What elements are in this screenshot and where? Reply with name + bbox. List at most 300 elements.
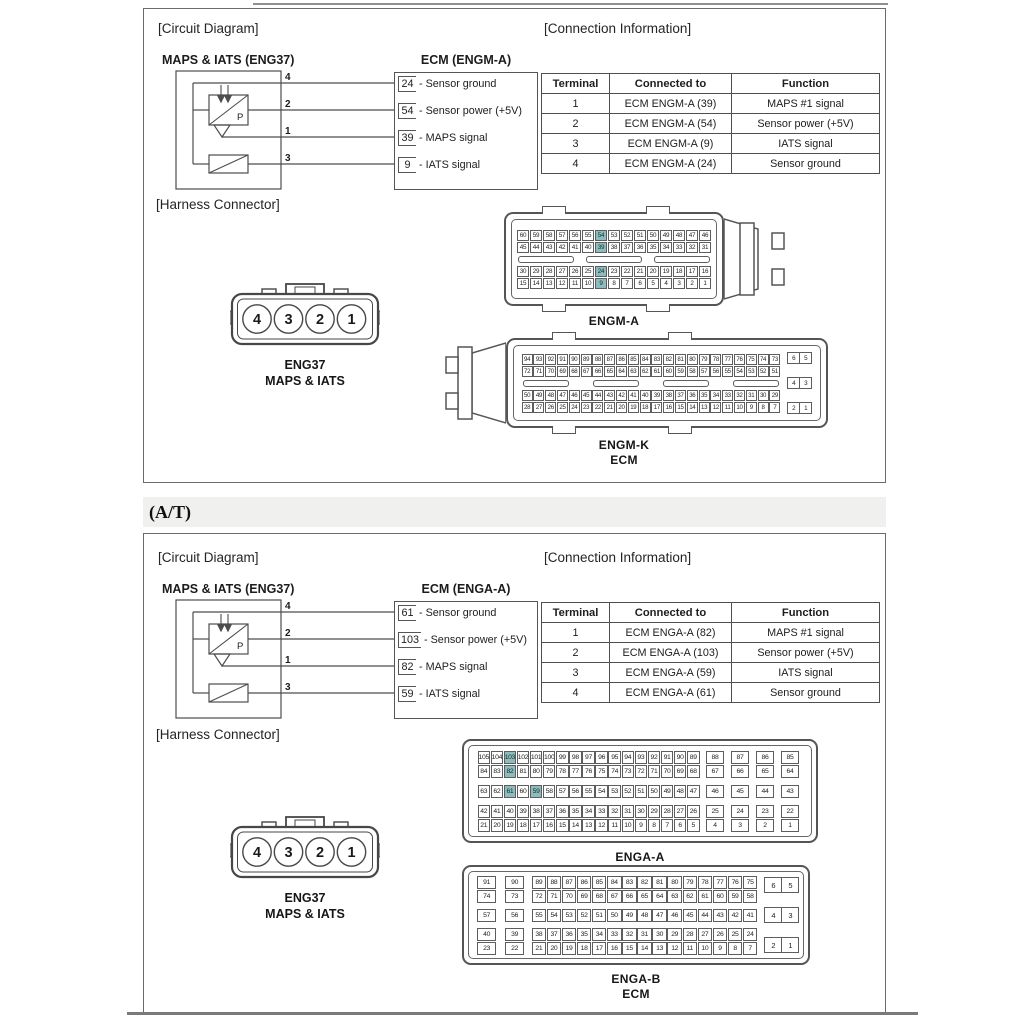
pin-65: 65 bbox=[604, 366, 615, 377]
pin-40: 40 bbox=[504, 805, 517, 818]
pin-59: 59 bbox=[675, 366, 686, 377]
pin-15: 15 bbox=[675, 402, 686, 413]
pin-94: 94 bbox=[622, 751, 635, 764]
pin-72: 72 bbox=[635, 765, 648, 778]
pin-85: 85 bbox=[628, 354, 639, 365]
pin-30: 30 bbox=[652, 928, 667, 941]
pin-17: 17 bbox=[651, 402, 662, 413]
ecm-pin-row bbox=[398, 632, 527, 648]
circuit-diagram-label: [Circuit Diagram] bbox=[158, 550, 259, 565]
pin-29: 29 bbox=[648, 805, 661, 818]
ecm-pin-row bbox=[398, 659, 487, 675]
connection-information-label: [Connection Information] bbox=[544, 21, 692, 36]
pin-71: 71 bbox=[547, 890, 562, 903]
pin-39: 39 bbox=[517, 805, 530, 818]
sensor-pin-1: 1 bbox=[285, 126, 291, 137]
pin-34: 34 bbox=[660, 242, 672, 253]
pin-10: 10 bbox=[622, 819, 635, 832]
table-header: Function bbox=[732, 74, 880, 94]
pin-68: 68 bbox=[569, 366, 580, 377]
mount-tab bbox=[646, 304, 670, 312]
pin-31: 31 bbox=[637, 928, 652, 941]
table-cell: ECM ENGA-A (82) bbox=[610, 623, 732, 643]
pin-66: 66 bbox=[622, 890, 637, 903]
pin-87: 87 bbox=[731, 751, 749, 764]
pin-row bbox=[517, 266, 711, 277]
mount-tab bbox=[542, 304, 566, 312]
pin-35: 35 bbox=[647, 242, 659, 253]
pin-74: 74 bbox=[477, 890, 496, 903]
table-cell: 4 bbox=[542, 154, 610, 174]
pin-15: 15 bbox=[517, 278, 529, 289]
pin-44: 44 bbox=[756, 785, 774, 798]
pin-30: 30 bbox=[758, 390, 769, 401]
pin-12: 12 bbox=[595, 819, 608, 832]
pin-55: 55 bbox=[582, 230, 594, 241]
pin-53: 53 bbox=[608, 785, 621, 798]
table-cell: 2 bbox=[542, 643, 610, 663]
pin-62: 62 bbox=[491, 785, 504, 798]
connector-body bbox=[504, 212, 724, 306]
eng37-connector-drawing bbox=[230, 281, 380, 347]
pin-49: 49 bbox=[660, 230, 672, 241]
pin-24: 24 bbox=[595, 266, 607, 277]
harness-connector-eng37 bbox=[230, 814, 380, 922]
pin-93: 93 bbox=[635, 751, 648, 764]
pin-38: 38 bbox=[663, 390, 674, 401]
pin-14: 14 bbox=[569, 819, 582, 832]
pin-70: 70 bbox=[661, 765, 674, 778]
pin-46: 46 bbox=[706, 785, 724, 798]
pin-19: 19 bbox=[562, 942, 577, 955]
pin-3: 3 bbox=[799, 377, 812, 389]
pin-row bbox=[517, 230, 711, 241]
pin-94: 94 bbox=[522, 354, 533, 365]
pin-87: 87 bbox=[562, 876, 577, 889]
pin-31: 31 bbox=[699, 242, 711, 253]
sensor-pin-2: 2 bbox=[285, 99, 291, 110]
connector-label: ENGA-A bbox=[615, 850, 665, 864]
pin-78: 78 bbox=[710, 354, 721, 365]
pin-63: 63 bbox=[628, 366, 639, 377]
pin-1: 1 bbox=[699, 278, 711, 289]
pin-8: 8 bbox=[608, 278, 620, 289]
pin-86: 86 bbox=[577, 876, 592, 889]
pin-22: 22 bbox=[505, 942, 524, 955]
pin-18: 18 bbox=[673, 266, 685, 277]
pin-52: 52 bbox=[621, 230, 633, 241]
table-cell: ECM ENGM-A (54) bbox=[610, 114, 732, 134]
pin-33: 33 bbox=[607, 928, 622, 941]
ecm-pin-number: 24 bbox=[398, 76, 416, 92]
pin-90: 90 bbox=[505, 876, 524, 889]
pin-45: 45 bbox=[683, 909, 698, 922]
pin-51: 51 bbox=[634, 230, 646, 241]
harness-pin-3: 3 bbox=[284, 845, 293, 861]
mount-tab bbox=[552, 426, 576, 434]
pin-38: 38 bbox=[532, 928, 547, 941]
connection-information-label: [Connection Information] bbox=[544, 550, 692, 565]
ecm-pin-label: - IATS signal bbox=[419, 687, 481, 700]
pin-row bbox=[522, 366, 781, 377]
pin-28: 28 bbox=[683, 928, 698, 941]
pin-39: 39 bbox=[505, 928, 524, 941]
pin-47: 47 bbox=[687, 785, 700, 798]
pin-3: 3 bbox=[731, 819, 749, 832]
pin-56: 56 bbox=[505, 909, 524, 922]
pin-61: 61 bbox=[504, 785, 517, 798]
pin-56: 56 bbox=[710, 366, 721, 377]
pin-59: 59 bbox=[728, 890, 743, 903]
pin-86: 86 bbox=[756, 751, 774, 764]
pin-13: 13 bbox=[543, 278, 555, 289]
pin-25: 25 bbox=[706, 805, 724, 818]
pin-78: 78 bbox=[556, 765, 569, 778]
pin-row bbox=[522, 390, 781, 401]
pin-47: 47 bbox=[557, 390, 568, 401]
pin-38: 38 bbox=[608, 242, 620, 253]
pin-32: 32 bbox=[734, 390, 745, 401]
pin-row bbox=[473, 890, 758, 903]
pin-7: 7 bbox=[661, 819, 674, 832]
harness-connector-label: [Harness Connector] bbox=[156, 197, 280, 212]
pin-row bbox=[517, 242, 711, 253]
pin-28: 28 bbox=[522, 402, 533, 413]
pin-69: 69 bbox=[577, 890, 592, 903]
pin-46: 46 bbox=[667, 909, 682, 922]
connector-drawing bbox=[462, 739, 818, 843]
ecm-pin-label: - MAPS signal bbox=[419, 131, 488, 144]
pin-66: 66 bbox=[731, 765, 749, 778]
pin-13: 13 bbox=[582, 819, 595, 832]
ecm-pin-label: - Sensor ground bbox=[419, 77, 497, 90]
connector-key-slots bbox=[523, 380, 780, 387]
ecm-pin-row bbox=[398, 605, 496, 621]
pin-100: 100 bbox=[543, 751, 556, 764]
connector-drawing bbox=[442, 335, 828, 431]
pin-62: 62 bbox=[683, 890, 698, 903]
ecm-pin-number: 103 bbox=[398, 632, 421, 648]
pin-17: 17 bbox=[592, 942, 607, 955]
mount-tab bbox=[646, 206, 670, 214]
pin-65: 65 bbox=[637, 890, 652, 903]
pin-88: 88 bbox=[706, 751, 724, 764]
pin-72: 72 bbox=[522, 366, 533, 377]
connector-body bbox=[506, 338, 828, 428]
connector-wire-cover bbox=[724, 211, 788, 307]
pin-52: 52 bbox=[758, 366, 769, 377]
pin-60: 60 bbox=[517, 785, 530, 798]
pin-80: 80 bbox=[530, 765, 543, 778]
pin-43: 43 bbox=[543, 242, 555, 253]
pin-105: 105 bbox=[478, 751, 491, 764]
pin-78: 78 bbox=[698, 876, 713, 889]
pin-56: 56 bbox=[569, 785, 582, 798]
ecm-pin-label: - Sensor power (+5V) bbox=[424, 633, 527, 646]
pin-67: 67 bbox=[607, 890, 622, 903]
pin-27: 27 bbox=[556, 266, 568, 277]
pin-21: 21 bbox=[604, 402, 615, 413]
pin-49: 49 bbox=[622, 909, 637, 922]
ecm-box bbox=[394, 72, 538, 190]
table-header: Connected to bbox=[610, 603, 732, 623]
pin-40: 40 bbox=[477, 928, 496, 941]
table-cell: IATS signal bbox=[732, 134, 880, 154]
pin-44: 44 bbox=[592, 390, 603, 401]
circuit-diagram-label: [Circuit Diagram] bbox=[158, 21, 259, 36]
pin-20: 20 bbox=[647, 266, 659, 277]
pin-2: 2 bbox=[787, 402, 800, 414]
pin-4: 4 bbox=[764, 907, 782, 923]
connector-label: ENGM-K bbox=[598, 438, 650, 452]
key-slot bbox=[654, 256, 710, 263]
pin-37: 37 bbox=[543, 805, 556, 818]
pin-6: 6 bbox=[634, 278, 646, 289]
pin-26: 26 bbox=[569, 266, 581, 277]
table-header: Terminal bbox=[542, 603, 610, 623]
pin-48: 48 bbox=[637, 909, 652, 922]
sensor-pin-1: 1 bbox=[285, 655, 291, 666]
at-band-label: (A/T) bbox=[149, 501, 191, 522]
pin-73: 73 bbox=[622, 765, 635, 778]
pin-91: 91 bbox=[661, 751, 674, 764]
pin-4: 4 bbox=[706, 819, 724, 832]
table-cell: 3 bbox=[542, 663, 610, 683]
pin-23: 23 bbox=[581, 402, 592, 413]
table-row bbox=[542, 114, 880, 134]
pin-58: 58 bbox=[543, 785, 556, 798]
pin-47: 47 bbox=[652, 909, 667, 922]
top-rule bbox=[253, 3, 888, 5]
eng37-connector-drawing bbox=[230, 814, 380, 880]
pin-9: 9 bbox=[713, 942, 728, 955]
pin-32: 32 bbox=[608, 805, 621, 818]
pin-27: 27 bbox=[674, 805, 687, 818]
pin-7: 7 bbox=[621, 278, 633, 289]
table-cell: MAPS #1 signal bbox=[732, 623, 880, 643]
key-slot bbox=[663, 380, 709, 387]
table-row bbox=[542, 134, 880, 154]
pin-90: 90 bbox=[569, 354, 580, 365]
pin-37: 37 bbox=[675, 390, 686, 401]
pin-33: 33 bbox=[595, 805, 608, 818]
pin-67: 67 bbox=[706, 765, 724, 778]
pin-70: 70 bbox=[562, 890, 577, 903]
pin-35: 35 bbox=[699, 390, 710, 401]
pin-24: 24 bbox=[569, 402, 580, 413]
ecm-pin-number: 9 bbox=[398, 157, 416, 173]
ecm-pin-number: 39 bbox=[398, 130, 416, 146]
pin-4: 4 bbox=[660, 278, 672, 289]
connection-table bbox=[541, 73, 880, 174]
pin-10: 10 bbox=[698, 942, 713, 955]
pin-89: 89 bbox=[581, 354, 592, 365]
key-slot bbox=[733, 380, 779, 387]
pin-45: 45 bbox=[581, 390, 592, 401]
mount-tab bbox=[552, 332, 576, 340]
pin-61: 61 bbox=[651, 366, 662, 377]
pin-24: 24 bbox=[731, 805, 749, 818]
pin-79: 79 bbox=[543, 765, 556, 778]
pin-92: 92 bbox=[648, 751, 661, 764]
pin-4: 4 bbox=[787, 377, 800, 389]
pin-51: 51 bbox=[769, 366, 780, 377]
pin-52: 52 bbox=[577, 909, 592, 922]
pin-17: 17 bbox=[686, 266, 698, 277]
pin-54: 54 bbox=[547, 909, 562, 922]
pin-58: 58 bbox=[743, 890, 758, 903]
pin-89: 89 bbox=[687, 751, 700, 764]
pin-34: 34 bbox=[710, 390, 721, 401]
ecm-title: ECM (ENGM-A) bbox=[420, 53, 512, 67]
pin-64: 64 bbox=[652, 890, 667, 903]
pin-73: 73 bbox=[505, 890, 524, 903]
pin-28: 28 bbox=[543, 266, 555, 277]
table-row bbox=[542, 623, 880, 643]
pin-36: 36 bbox=[687, 390, 698, 401]
pin-14: 14 bbox=[637, 942, 652, 955]
ecm-pin-number: 61 bbox=[398, 605, 416, 621]
pin-90: 90 bbox=[674, 751, 687, 764]
table-cell: ECM ENGM-A (9) bbox=[610, 134, 732, 154]
pin-row bbox=[522, 402, 781, 413]
ecm-pin-row bbox=[398, 130, 487, 146]
ecm-pin-row bbox=[398, 157, 480, 173]
pin-50: 50 bbox=[648, 785, 661, 798]
pin-39: 39 bbox=[595, 242, 607, 253]
pin-31: 31 bbox=[746, 390, 757, 401]
ecm-pin-label: - IATS signal bbox=[419, 158, 481, 171]
table-row bbox=[542, 154, 880, 174]
table-cell: 4 bbox=[542, 683, 610, 703]
pin-8: 8 bbox=[648, 819, 661, 832]
pin-98: 98 bbox=[569, 751, 582, 764]
pin-12: 12 bbox=[710, 402, 721, 413]
pin-43: 43 bbox=[604, 390, 615, 401]
pin-59: 59 bbox=[530, 230, 542, 241]
table-cell: 1 bbox=[542, 623, 610, 643]
table-cell: ECM ENGA-A (103) bbox=[610, 643, 732, 663]
side-pin-block bbox=[764, 876, 799, 954]
pin-21: 21 bbox=[634, 266, 646, 277]
pin-2: 2 bbox=[686, 278, 698, 289]
pin-42: 42 bbox=[728, 909, 743, 922]
pin-57: 57 bbox=[556, 785, 569, 798]
ecm-pin-number: 54 bbox=[398, 103, 416, 119]
pin-7: 7 bbox=[769, 402, 780, 413]
pin-68: 68 bbox=[687, 765, 700, 778]
pin-81: 81 bbox=[652, 876, 667, 889]
table-cell: Sensor power (+5V) bbox=[732, 643, 880, 663]
pin-19: 19 bbox=[660, 266, 672, 277]
pin-63: 63 bbox=[667, 890, 682, 903]
pin-21: 21 bbox=[478, 819, 491, 832]
pin-17: 17 bbox=[530, 819, 543, 832]
pin-48: 48 bbox=[673, 230, 685, 241]
pin-5: 5 bbox=[687, 819, 700, 832]
pin-41: 41 bbox=[569, 242, 581, 253]
pin-30: 30 bbox=[517, 266, 529, 277]
sensor-circuit-schematic bbox=[174, 67, 396, 199]
pin-6: 6 bbox=[787, 352, 800, 364]
pin-row bbox=[473, 942, 758, 955]
pin-41: 41 bbox=[628, 390, 639, 401]
pin-67: 67 bbox=[581, 366, 592, 377]
pin-25: 25 bbox=[728, 928, 743, 941]
pin-101: 101 bbox=[530, 751, 543, 764]
pin-26: 26 bbox=[713, 928, 728, 941]
harness-pin-4: 4 bbox=[252, 845, 262, 861]
pin-48: 48 bbox=[674, 785, 687, 798]
table-cell: ECM ENGA-A (61) bbox=[610, 683, 732, 703]
pin-23: 23 bbox=[756, 805, 774, 818]
ecm-pin-number: 59 bbox=[398, 686, 416, 702]
pin-18: 18 bbox=[577, 942, 592, 955]
pin-65: 65 bbox=[756, 765, 774, 778]
pin-46: 46 bbox=[699, 230, 711, 241]
sensor-pin-4: 4 bbox=[285, 72, 291, 83]
pin-81: 81 bbox=[517, 765, 530, 778]
pin-43: 43 bbox=[713, 909, 728, 922]
table-cell: ECM ENGM-A (39) bbox=[610, 94, 732, 114]
harness-pin-3: 3 bbox=[284, 312, 293, 328]
pin-11: 11 bbox=[683, 942, 698, 955]
table-cell: ECM ENGM-A (24) bbox=[610, 154, 732, 174]
pin-11: 11 bbox=[722, 402, 733, 413]
pin-55: 55 bbox=[532, 909, 547, 922]
at-band bbox=[143, 497, 886, 527]
pin-21: 21 bbox=[532, 942, 547, 955]
pin-82: 82 bbox=[637, 876, 652, 889]
pin-14: 14 bbox=[687, 402, 698, 413]
pin-row bbox=[522, 354, 781, 365]
ecm-pin-row bbox=[398, 76, 496, 92]
sensor-pin-3: 3 bbox=[285, 682, 291, 693]
harness-connector-label: [Harness Connector] bbox=[156, 727, 280, 742]
pin-91: 91 bbox=[557, 354, 568, 365]
pin-84: 84 bbox=[478, 765, 491, 778]
pin-row bbox=[478, 785, 803, 798]
pin-49: 49 bbox=[533, 390, 544, 401]
pin-57: 57 bbox=[477, 909, 496, 922]
pin-39: 39 bbox=[651, 390, 662, 401]
pin-47: 47 bbox=[686, 230, 698, 241]
pin-93: 93 bbox=[533, 354, 544, 365]
pin-25: 25 bbox=[582, 266, 594, 277]
table-header: Function bbox=[732, 603, 880, 623]
connector-wire-cover bbox=[442, 335, 506, 431]
sensor-title: MAPS & IATS (ENG37) bbox=[162, 582, 295, 596]
pin-66: 66 bbox=[592, 366, 603, 377]
harness-pin-2: 2 bbox=[315, 845, 325, 861]
connection-table bbox=[541, 602, 880, 703]
pin-56: 56 bbox=[569, 230, 581, 241]
pin-33: 33 bbox=[673, 242, 685, 253]
table-row bbox=[542, 94, 880, 114]
pin-92: 92 bbox=[545, 354, 556, 365]
ecm-title: ECM (ENGA-A) bbox=[421, 582, 511, 596]
table-row bbox=[542, 643, 880, 663]
table-header: Terminal bbox=[542, 74, 610, 94]
pin-74: 74 bbox=[758, 354, 769, 365]
pin-53: 53 bbox=[562, 909, 577, 922]
pin-57: 57 bbox=[699, 366, 710, 377]
pin-88: 88 bbox=[592, 354, 603, 365]
pin-80: 80 bbox=[667, 876, 682, 889]
pin-15: 15 bbox=[622, 942, 637, 955]
table-cell: MAPS #1 signal bbox=[732, 94, 880, 114]
connector-sublabel: ECM bbox=[622, 987, 650, 1001]
